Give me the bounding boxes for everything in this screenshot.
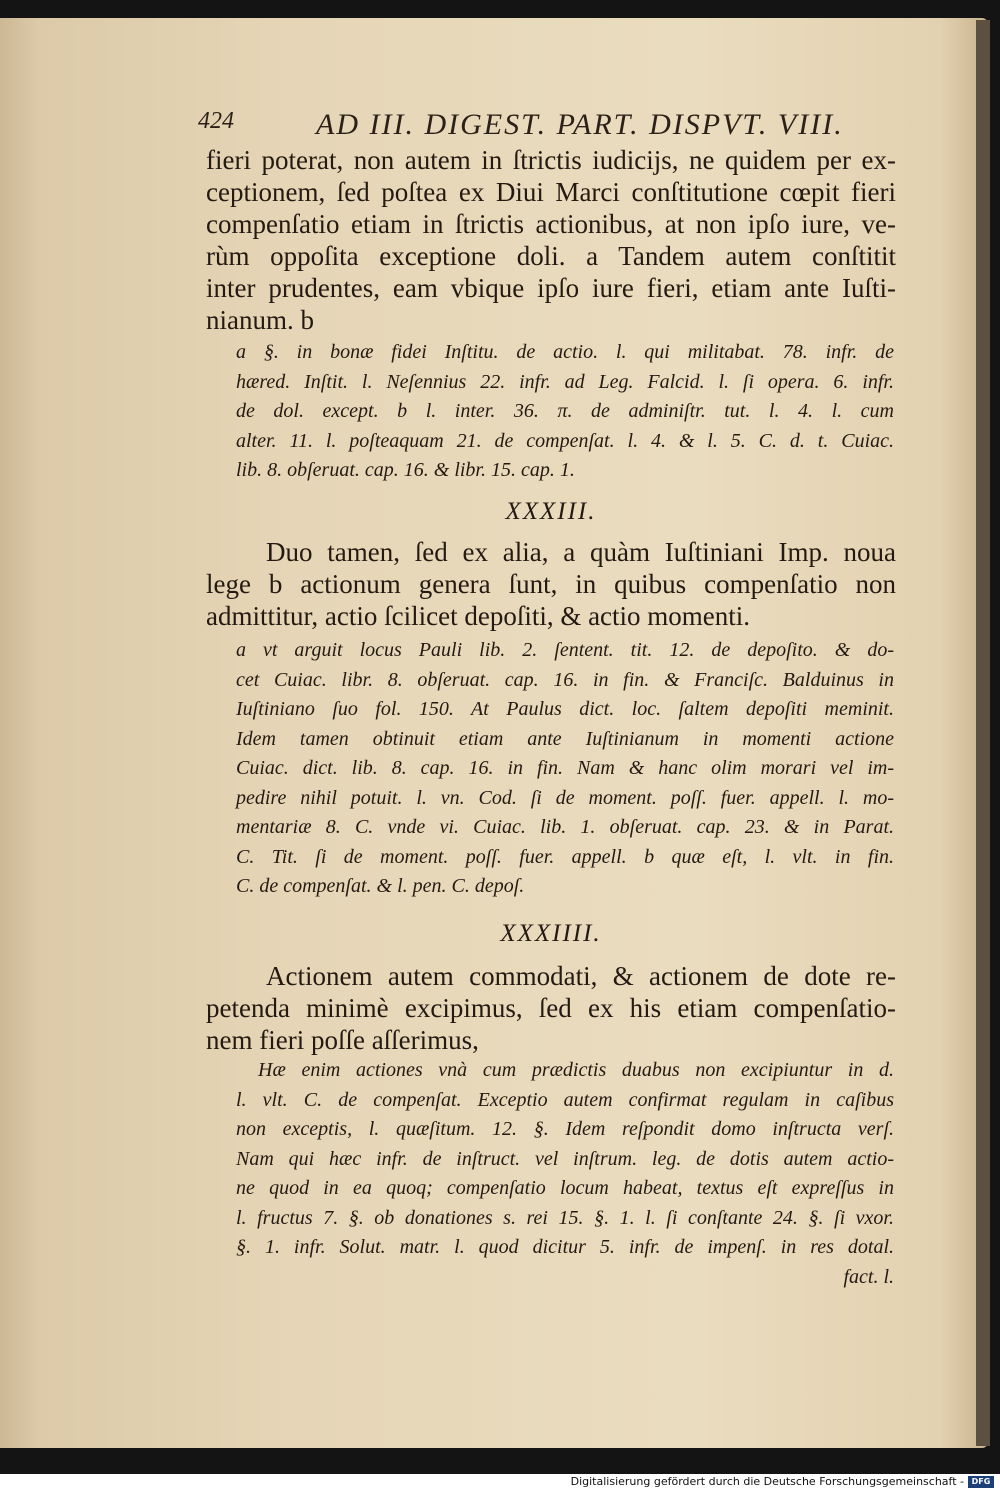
- note-line: de dol. except. b l. inter. 36. π. de adminiſtr. tut. l. 4. l. cum: [236, 400, 894, 422]
- note-line: lib. 8. obſeruat. cap. 16. & libr. 15. cap. 1.: [236, 459, 575, 481]
- section-heading-34: XXXIIII.: [500, 920, 602, 947]
- note-line: ne quod in ea quoq; compenſatio locum habeat, textus eſt expreſſus in: [236, 1177, 894, 1199]
- text-line: rùm oppoſita exceptione doli. a Tandem autem conſtitit: [206, 241, 896, 271]
- note-line: Nam qui hæc infr. de inſtruct. vel inſtrum. leg. de dotis autem actio-: [236, 1147, 894, 1170]
- footnote-block-2: [236, 636, 894, 902]
- note-line: C. de compenſat. & l. pen. C. depoſ.: [236, 875, 525, 897]
- note-line: a §. in bonæ fidei Inſtitu. de actio. l. qui militabat. 78. infr. de: [236, 341, 894, 363]
- note-line: Hæ enim actiones vnà cum prædictis duabus non excipiuntur in d.: [258, 1059, 894, 1081]
- footer-bar: [0, 1474, 1000, 1491]
- text-line: petenda minimè excipimus, ſed ex his etiam compenſatio-: [206, 993, 896, 1023]
- note-line: C. Tit. ſi de moment. poſſ. fuer. appell. b quæ eſt, l. vlt. in fin.: [236, 845, 894, 868]
- note-line: l. vlt. C. de compenſat. Exceptio autem confirmat regulam in caſibus: [236, 1088, 894, 1111]
- text-line: fieri poterat, non autem in ſtrictis iudicijs, ne quidem per ex-: [206, 145, 896, 175]
- running-head: AD III. DIGEST. PART. DISPVT. VIII.: [316, 108, 844, 141]
- paragraph-3: [206, 960, 896, 1056]
- text-line: nianum. b: [206, 305, 314, 335]
- note-line: non exceptis, l. quæſitum. 12. §. Idem reſpondit domo inſtructa verſ.: [236, 1118, 894, 1140]
- dfg-logo: DFG: [968, 1476, 994, 1488]
- note-line: a vt arguit locus Pauli lib. 2. ſentent. tit. 12. de depoſito. & do-: [236, 639, 894, 661]
- note-line: mentariæ 8. C. vnde vi. Cuiac. lib. 1. obſeruat. cap. 23. & in Parat.: [236, 816, 894, 838]
- note-line: §. 1. infr. Solut. matr. l. quod dicitur 5. infr. de impenſ. in res dotal.: [236, 1236, 894, 1258]
- note-line: pedire nihil potuit. l. vn. Cod. ſi de moment. poſſ. fuer. appell. l. mo-: [236, 786, 894, 809]
- footnote-block-1: [236, 338, 894, 486]
- text-line: nem fieri poſſe aſſerimus,: [206, 1025, 479, 1055]
- text-line: Actionem autem commodati, & actionem de dote re-: [266, 961, 896, 991]
- text-line: ceptionem, ſed poſtea ex Diui Marci conſtitutione cœpit fieri: [206, 177, 896, 207]
- note-line: cet Cuiac. libr. 8. obſeruat. cap. 16. in fin. & Franciſc. Balduinus in: [236, 668, 894, 691]
- note-line: hæred. Inſtit. l. Neſennius 22. infr. ad Leg. Falcid. l. ſi opera. 6. infr.: [236, 370, 894, 393]
- section-heading-33: XXXIII.: [505, 498, 597, 525]
- text-line: compenſatio etiam in ſtrictis actionibus, at non ipſo iure, ve-: [206, 209, 896, 239]
- text-line: admittitur, actio ſcilicet depoſiti, & actio momenti.: [206, 601, 751, 631]
- page-number: 424: [198, 108, 234, 134]
- note-line: Cuiac. dict. lib. 8. cap. 16. in fin. Nam & hanc olim morari vel im-: [236, 757, 894, 779]
- text-line: inter prudentes, eam vbique ipſo iure fieri, etiam ante Iuſti-: [206, 273, 896, 303]
- text-line: lege b actionum genera ſunt, in quibus compenſatio non: [206, 569, 896, 599]
- paragraph-2: [206, 536, 896, 632]
- page-header: [198, 108, 898, 148]
- text-line: Duo tamen, ſed ex alia, a quàm Iuſtiniani Imp. noua: [266, 537, 896, 567]
- page-edge: [976, 20, 990, 1446]
- catchword: fact. l.: [843, 1265, 894, 1288]
- funding-credit: Digitalisierung gefördert durch die Deutsche Forschungsgemeinschaft -: [570, 1475, 964, 1488]
- note-line: alter. 11. l. poſteaquam 21. de compenſat. l. 4. & l. 5. C. d. t. Cuiac.: [236, 429, 894, 452]
- paragraph-1: [206, 144, 896, 336]
- note-line: l. fructus 7. §. ob donationes s. rei 15. §. 1. l. ſi conſtante 24. §. ſi vxor.: [236, 1206, 894, 1229]
- note-line: Idem tamen obtinuit etiam ante Iuſtinianum in momenti actione: [236, 727, 894, 750]
- footnote-block-3: [236, 1056, 894, 1292]
- note-line: Iuſtiniano ſuo fol. 150. At Paulus dict. loc. ſaltem depoſiti meminit.: [236, 698, 894, 720]
